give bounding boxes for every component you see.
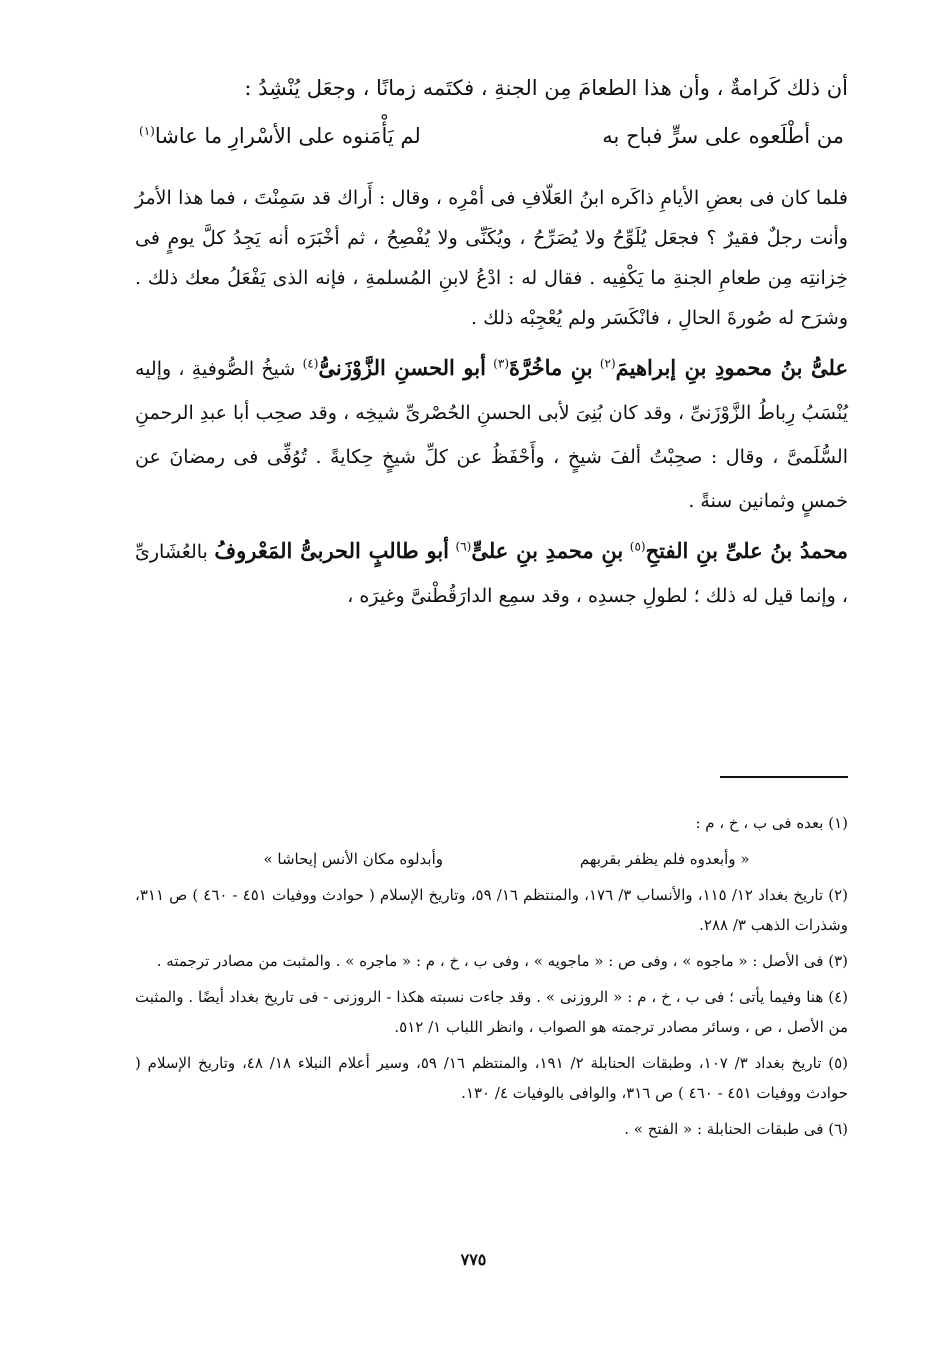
footnotes-section: [135, 808, 848, 1150]
footnote-marker-2: (٢): [599, 356, 616, 371]
biography-entry-2: [135, 529, 848, 618]
paragraph-1: فلما كان فى بعضِ الأيامِ ذاكَره ابنُ العَلّافِ فى أمْرِه ، وقال : أَراك قد سَمِنْتَ ، فما هذا الأمرُ وأنت رجلٌ فقيرٌ ؟ فجعَل يُلَوِّحُ ولا يُصَرِّحُ ، ويُكَنِّى ولا يُفْصِحُ ، ثم أخْبَرَه أنه يَجِدُ كلَّ يومٍ فى خِزانتِه مِن طعامِ الجنةِ ما يَكْفِيه . فقال له : ادْعُ لابنِ المُسلمةِ ، فإنه الذى يَفْعَلُ معك ذلك . وشرَح له صُورةَ الحالِ ، فانْكَسَر ولم يُعْجِبْه ذلك .: [135, 187, 848, 329]
footnote-3: (٣) فى الأصل : « ماجوه » ، وفى ص : « ماجويه » ، وفى ب ، خ ، م : « ماجره » . والمثبت من مصادر ترجمته .: [156, 952, 848, 970]
verse-hemistich-1: من أطْلَعوه على سرٍّ فباح به: [602, 124, 844, 148]
footnote-1-verse-b: وأبدلوه مكان الأنس إيحاشا »: [263, 850, 444, 868]
footnote-marker-3: (٣): [493, 356, 509, 371]
poem-verse: [135, 116, 848, 156]
entry-1-text: شيخُ الصُّوفيةِ ، وإليه يُنْسَبُ رِباطُ الزَّوْزَنىِّ ، وقد كان بُنِىَ لأبى الحسنِ الحُصْرىِّ شيخِه ، وقد صحِب أبا عبدِ الرحمنِ السُّلَمىَّ ، وقال : صحِبْتُ ألفَ شيخٍ ، وأَحْفَظُ عن كلِّ شيخٍ حِكايةً . تُوُفِّى فى رمضانَ عن خمسٍ وثمانين سنةً .: [135, 358, 848, 512]
footnote-4: (٤) هنا وفيما يأتى ؛ فى ب ، خ ، م : « الروزنى » . وقد جاءت نسبته هكذا - الروزنى - فى تاريخ بغداد أيضًا . والمثبت من الأصل ، ص ، وسائر مصادر ترجمته هو الصواب ، وانظر اللباب ١/ ٥١٢.: [135, 988, 848, 1036]
footnote-marker-1: (١): [139, 124, 155, 138]
footnote-marker-4: (٤): [302, 356, 319, 371]
footnote-separator: [720, 776, 848, 778]
verse-hemistich-2: [139, 116, 421, 156]
footnote-marker-6: (٦): [455, 539, 472, 554]
footnote-1-verse-a: « وأبعدوه فلم يظفر بقربهم: [579, 850, 750, 868]
biography-entry-1: [135, 346, 848, 523]
entry-1-name-part-3: أبو الحسنِ الزَّوْزَنىُّ: [318, 355, 486, 380]
footnote-5: (٥) تاريخ بغداد ٣/ ١٠٧، وطبقات الحنابلة ٢/ ١٩١، والمنتظم ١٦/ ٥٩، وسير أعلام النبلاء ١٨/ ٤٨، وتاريخ الإسلام ( حوادث ووفيات ٤٥١ - ٤٦٠ ) ص ٣١٦، والوافى بالوفيات ٤/ ١٣٠.: [135, 1054, 848, 1102]
page-number: ٧٧٥: [460, 1250, 487, 1269]
footnote-2: (٢) تاريخ بغداد ١٢/ ١١٥، والأنساب ٣/ ١٧٦، والمنتظم ١٦/ ٥٩، وتاريخ الإسلام ( حوادث ووفيات ٤٥١ - ٤٦٠ ) ص ٣١١، وشذرات الذهب ٣/ ٢٨٨.: [135, 886, 849, 934]
footnote-1-verse: [135, 844, 848, 874]
opening-text: أن ذلك كَرامةٌ ، وأن هذا الطعامَ مِن الجنةِ ، فكتَمه زمانًا ، وجعَل يُنْشِدُ :: [244, 76, 848, 100]
entry-1-name-part-1: علىُّ بنُ محمودِ بنِ إبراهيمَ: [615, 355, 849, 380]
footnote-6: (٦) فى طبقات الحنابلة : « الفتح » .: [624, 1120, 848, 1138]
footnote-marker-5: (٥): [629, 539, 646, 554]
entry-2-text: بالعُشَارىِّ ، وإنما قيل له ذلك ؛ لطولِ جسدِه ، وقد سمِع الدارَقُطْنىَّ وغيرَه ،: [135, 541, 848, 607]
verse-hemistich-2-text: لم يَأْمَنوه على الأسْرارِ ما عاشا: [154, 124, 421, 148]
main-text-block: [135, 68, 848, 624]
entry-2-name-part-1: محمدُ بنُ علىِّ بنِ الفتحِ: [645, 538, 848, 563]
entry-1-name-part-2: بنِ ماخُرَّةَ: [509, 355, 593, 380]
opening-line: [135, 68, 848, 108]
footnote-1-intro: (١) بعده فى ب ، خ ، م :: [695, 814, 848, 832]
entry-2-name-part-2: بنِ محمدِ بنِ علىٍّ: [471, 538, 624, 563]
entry-2-name-part-3: أبو طالبٍ الحربىُّ المَعْروفُ: [214, 538, 450, 563]
